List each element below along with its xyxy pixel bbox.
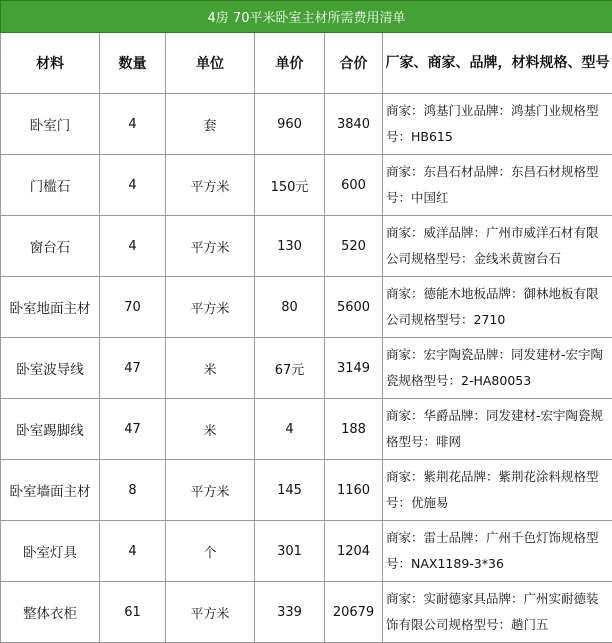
cell-total: 520 — [325, 216, 383, 277]
cell-info: 商家：紫荆花品牌：紫荆花涂料规格型号：优施易 — [383, 460, 612, 521]
cell-info: 商家：雷士品牌：广州千色灯饰规格型号：NAX1189-3*36 — [383, 521, 612, 582]
cell-info: 商家：威洋品牌：广州市威洋石材有限公司规格型号：金线米黄窗台石 — [383, 216, 612, 277]
cell-material: 卧室灯具 — [1, 521, 100, 582]
cell-total: 5600 — [325, 277, 383, 338]
cell-total: 3149 — [325, 338, 383, 399]
cell-quantity: 61 — [100, 582, 166, 643]
cell-info: 商家：华爵品牌：同发建材-宏宇陶瓷规格型号：啡网 — [383, 399, 612, 460]
cell-unit-price: 339 — [255, 582, 325, 643]
cell-quantity: 4 — [100, 521, 166, 582]
cell-total: 20679 — [325, 582, 383, 643]
cell-info: 商家：东昌石材品牌：东昌石材规格型号：中国红 — [383, 155, 612, 216]
cell-quantity: 47 — [100, 399, 166, 460]
table-row — [1, 460, 612, 521]
cell-quantity: 70 — [100, 277, 166, 338]
cell-material: 卧室墙面主材 — [1, 460, 100, 521]
cell-unit-price: 145 — [255, 460, 325, 521]
cell-unit-price: 130 — [255, 216, 325, 277]
cell-total: 1160 — [325, 460, 383, 521]
cell-unit: 个 — [166, 521, 255, 582]
cell-total: 188 — [325, 399, 383, 460]
cell-unit-price: 67元 — [255, 338, 325, 399]
header-total: 合价 — [325, 33, 383, 94]
cell-total: 3840 — [325, 94, 383, 155]
cell-unit: 平方米 — [166, 216, 255, 277]
cell-unit-price: 4 — [255, 399, 325, 460]
cell-quantity: 4 — [100, 94, 166, 155]
cell-unit: 平方米 — [166, 155, 255, 216]
header-row — [1, 33, 612, 94]
cell-unit-price: 301 — [255, 521, 325, 582]
cell-material: 卧室门 — [1, 94, 100, 155]
cell-quantity: 8 — [100, 460, 166, 521]
table-row — [1, 338, 612, 399]
cell-material: 窗台石 — [1, 216, 100, 277]
table-title: 4房 70平米卧室主材所需费用清单 — [1, 1, 612, 33]
header-unit-price: 单价 — [255, 33, 325, 94]
cell-material: 门槛石 — [1, 155, 100, 216]
cell-unit-price: 960 — [255, 94, 325, 155]
cell-unit: 平方米 — [166, 277, 255, 338]
cell-quantity: 47 — [100, 338, 166, 399]
cell-unit: 平方米 — [166, 582, 255, 643]
cell-info: 商家：鸿基门业品牌：鸿基门业规格型号：HB615 — [383, 94, 612, 155]
title-row — [1, 1, 612, 33]
cell-total: 1204 — [325, 521, 383, 582]
cell-quantity: 4 — [100, 216, 166, 277]
cell-material: 卧室踢脚线 — [1, 399, 100, 460]
cell-material: 卧室地面主材 — [1, 277, 100, 338]
header-info: 厂家、商家、品牌，材料规格、型号 — [383, 33, 612, 94]
cell-unit: 平方米 — [166, 460, 255, 521]
table-row — [1, 277, 612, 338]
cell-info: 商家：宏宇陶瓷品牌：同发建材-宏宇陶瓷规格型号：2-HA80053 — [383, 338, 612, 399]
table-row — [1, 521, 612, 582]
table-row — [1, 94, 612, 155]
table-row — [1, 216, 612, 277]
cell-quantity: 4 — [100, 155, 166, 216]
cell-info: 商家：实耐德家具品牌：广州实耐德装饰有限公司规格型号：趟门五 — [383, 582, 612, 643]
table-row — [1, 582, 612, 643]
cell-unit-price: 150元 — [255, 155, 325, 216]
cell-total: 600 — [325, 155, 383, 216]
cell-unit: 米 — [166, 399, 255, 460]
table-body — [1, 94, 612, 643]
cell-material: 整体衣柜 — [1, 582, 100, 643]
cell-material: 卧室波导线 — [1, 338, 100, 399]
table-row — [1, 399, 612, 460]
header-quantity: 数量 — [100, 33, 166, 94]
cell-info: 商家：德能木地板品牌：御林地板有限公司规格型号：2710 — [383, 277, 612, 338]
cell-unit: 套 — [166, 94, 255, 155]
table-row — [1, 155, 612, 216]
cell-unit: 米 — [166, 338, 255, 399]
header-material: 材料 — [1, 33, 100, 94]
cell-unit-price: 80 — [255, 277, 325, 338]
header-unit: 单位 — [166, 33, 255, 94]
